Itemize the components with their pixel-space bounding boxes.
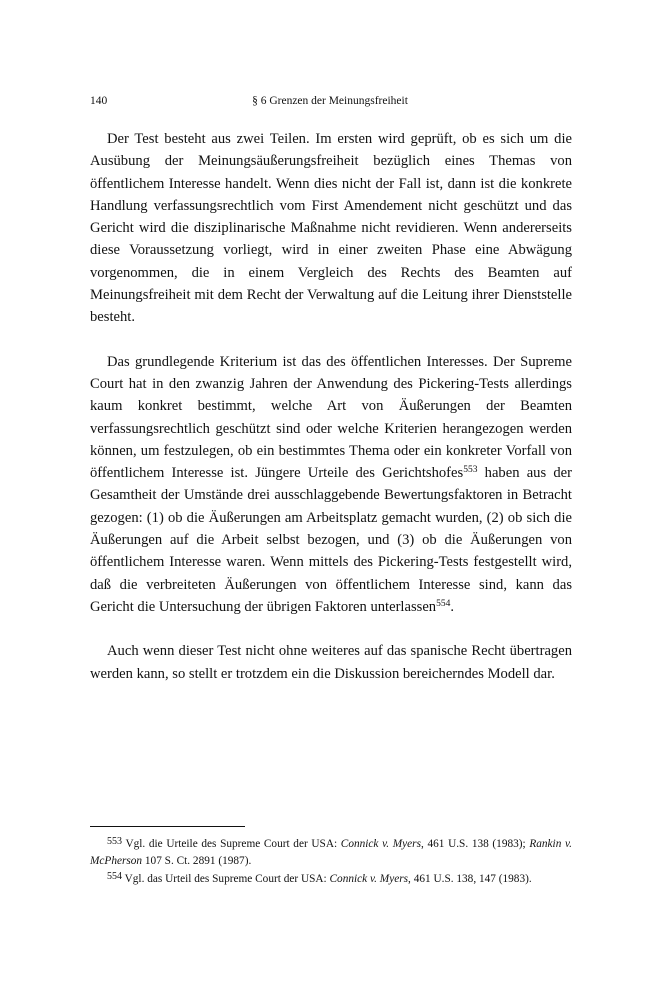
footnote-text: 107 S. Ct. 2891 (1987). bbox=[142, 855, 252, 868]
footnote-text: , 461 U.S. 138, 147 (1983). bbox=[408, 872, 532, 885]
page-number: 140 bbox=[90, 95, 108, 107]
paragraph-2-text-c: . bbox=[450, 598, 454, 615]
footnote-number: 554 bbox=[107, 870, 122, 882]
paragraph-2 bbox=[90, 351, 572, 619]
paragraph-1: Der Test besteht aus zwei Teilen. Im ersten wird geprüft, ob es sich um die Ausübung der Meinungsäußerungsfreiheit bezüglich eines Themas von öffentlichem Interesse handelt. Wenn dies nicht der Fall ist, dann ist die konkrete Handlung verfassungsrechtlich vom First Amendement nicht geschützt und das Gericht wird die disziplinarische Maßnahme nicht revidieren. Wenn andererseits diese Voraussetzung vorliegt, wird in einer zweiten Phase eine Abwägung vorgenommen, die in einem Vergleich des Rechts des Beamten auf Meinungsfreiheit mit dem Recht der Verwaltung auf die Leitung ihrer Dienststelle besteht. bbox=[90, 131, 572, 326]
running-title: § 6 Grenzen der Meinungsfreiheit bbox=[252, 95, 408, 107]
footnote-553 bbox=[90, 836, 572, 871]
paragraph-2-text-b: haben aus der Gesamtheit der Umstände drei ausschlaggebende Bewertungsfaktoren in Betracht gezogen: (1) ob die Äußerungen am Arbeitsplatz gemacht wurden, (2) ob sich die Äußerungen auf die Arbeit selbst bezogen, und (3) ob die Äußerungen von öffentlichem Interesse waren. Wenn mittels des Pickering-Tests festgestellt wird, daß die verbreiteten Äußerungen von öffentlichem Interesse sind, kann das Gericht die Untersuchung der übrigen Faktoren unterlassen bbox=[90, 465, 572, 615]
footnotes bbox=[90, 836, 572, 888]
footnote-text: Vgl. das Urteil des Supreme Court der USA: bbox=[122, 872, 330, 885]
case-name: Connick v. Myers bbox=[329, 872, 409, 885]
footnote-554 bbox=[90, 871, 572, 888]
footnote-number: 553 bbox=[107, 836, 122, 847]
footnote-divider bbox=[90, 826, 245, 827]
page-header bbox=[90, 95, 570, 111]
paragraph-3: Auch wenn dieser Test nicht ohne weiteres auf das spanische Recht übertragen werden kann, so stellt er trotzdem ein die Diskussion bereicherndes Modell dar. bbox=[90, 643, 572, 682]
footnote-text: Vgl. die Urteile des Supreme Court der USA: bbox=[122, 838, 341, 850]
case-name: Rankin v. McPherson bbox=[90, 838, 573, 868]
case-name: Connick v. Myers bbox=[340, 838, 421, 850]
main-text bbox=[90, 128, 572, 707]
footnote-ref-554[interactable]: 554 bbox=[436, 598, 451, 609]
footnote-text: , 461 U.S. 138 (1983); bbox=[420, 838, 530, 850]
footnote-ref-553[interactable]: 553 bbox=[463, 465, 478, 476]
paragraph-2-text-a: Das grundlegende Kriterium ist das des öffentlichen Interesses. Der Supreme Court hat in den zwanzig Jahren der Anwendung des Pickering-Tests allerdings kaum konkret bestimmt, welche Art von Äußerungen der Beamten verfassungsrechtlich geschützt sind oder welche Kriterien herangezogen werden können, um festzulegen, ob ein bestimmtes Thema oder ein konkreter Vorfall von öffentlichem Interesse ist. Jüngere Urteile des Gerichtshofes bbox=[90, 353, 572, 482]
